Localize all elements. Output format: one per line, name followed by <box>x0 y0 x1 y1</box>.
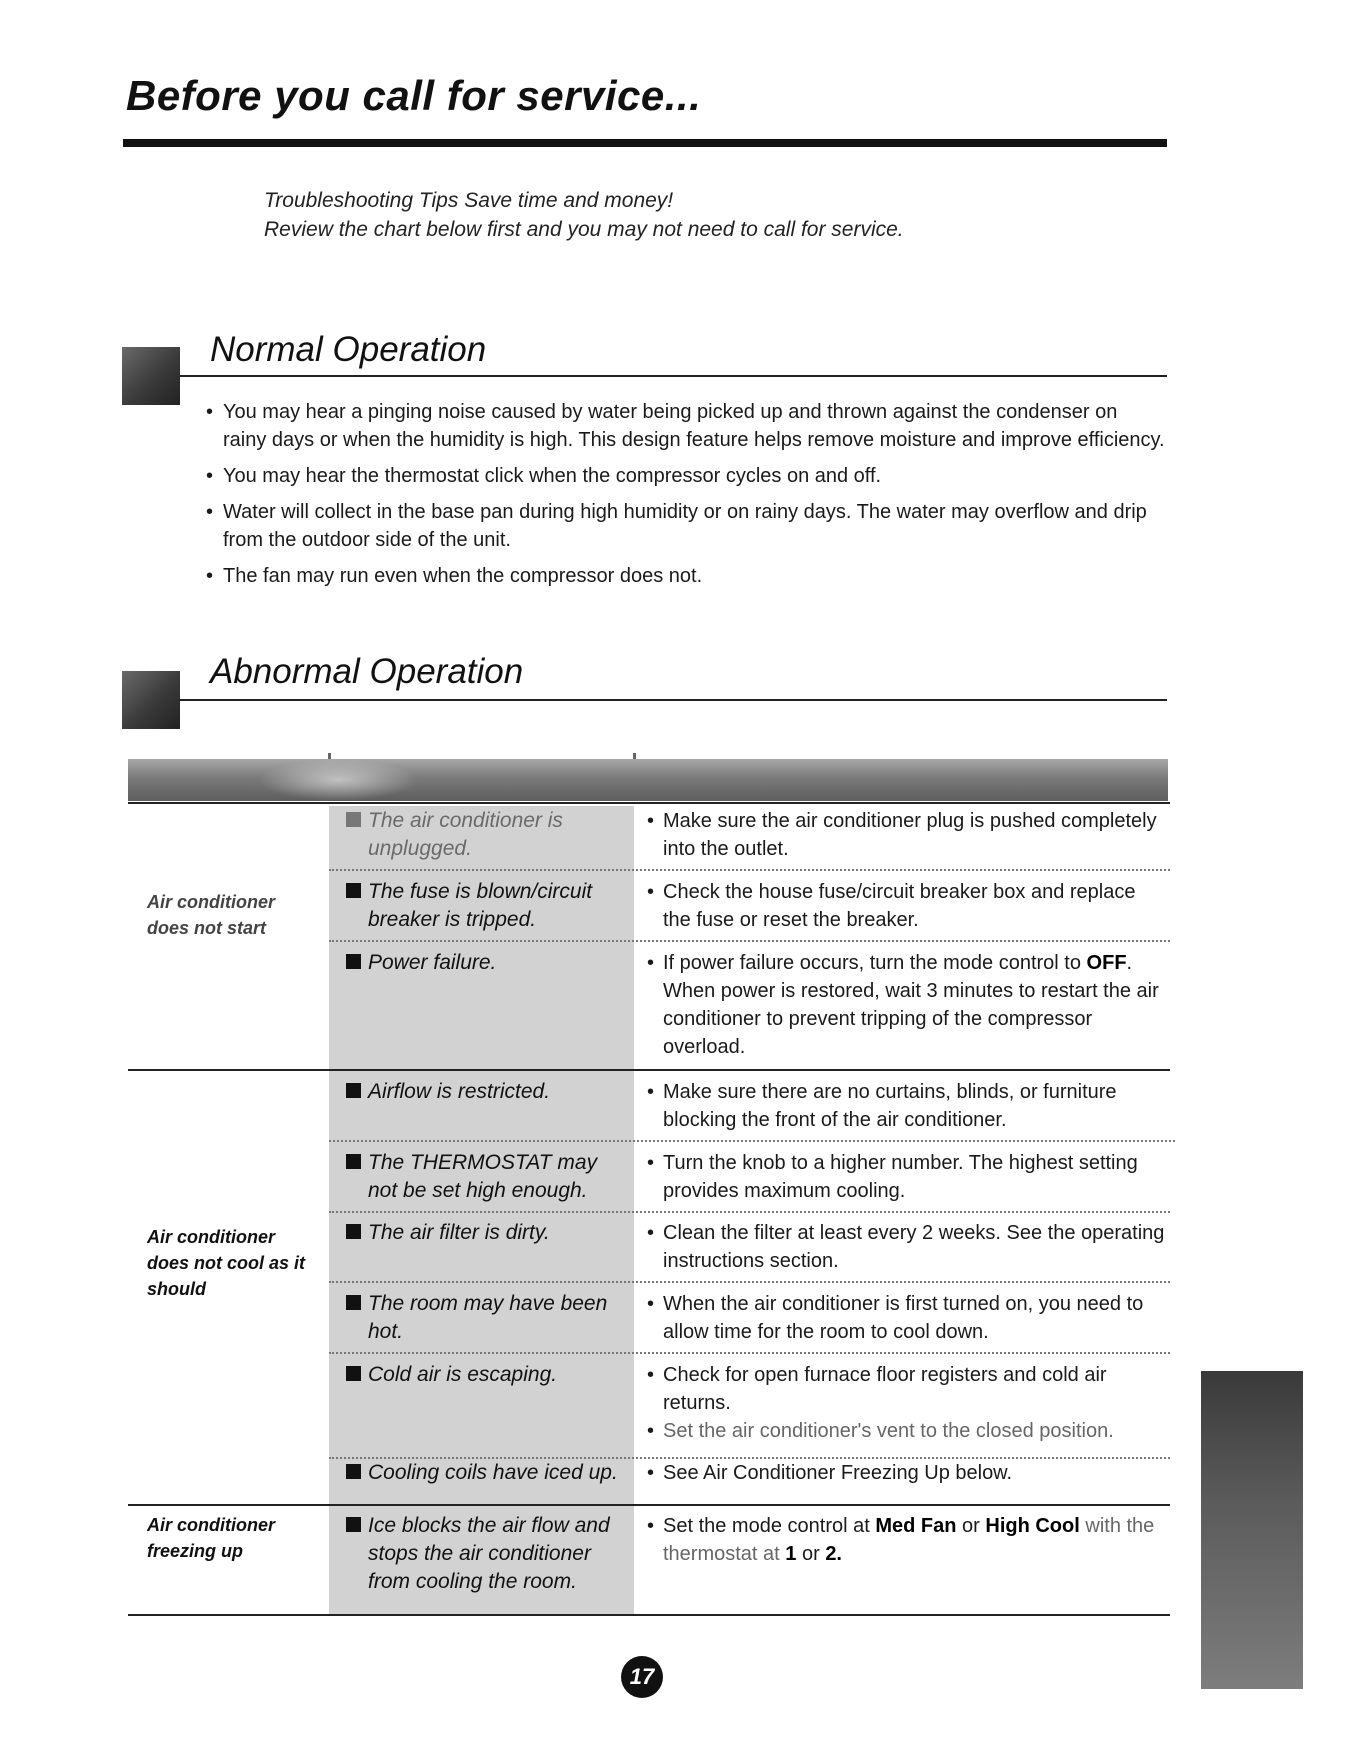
remedy-cell: • If power failure occurs, turn the mode control to OFF. When power is restored, wait 3 minutes to restart the air conditioner to prevent tripping of the compressor overload. <box>647 952 1159 1058</box>
cause-cell: Cold air is escaping. <box>346 1361 631 1389</box>
remedy-cell: • Clean the filter at least every 2 weeks. See the operating instructions section. <box>647 1222 1165 1272</box>
remedy-cell: • Make sure the air conditioner plug is pushed completely into the outlet. <box>647 810 1157 860</box>
remedy-cell: • Check the house fuse/circuit breaker box and replace the fuse or reset the breaker. <box>647 881 1136 931</box>
title-rule <box>123 139 1167 147</box>
list-item: • Water will collect in the base pan during high humidity or on rainy days. The water may overflow and drip from the outdoor side of the unit. <box>206 498 1166 554</box>
cause-cell: Cooling coils have iced up. <box>346 1459 631 1487</box>
section-rule <box>180 375 1167 377</box>
remedy-cell: • See Air Conditioner Freezing Up below. <box>647 1462 1013 1484</box>
intro-text <box>264 186 904 244</box>
row-divider <box>329 1281 1170 1283</box>
table-rule <box>128 1504 1170 1506</box>
cause-cell: The air conditioner is unplugged. <box>346 807 631 863</box>
list-item: • You may hear the thermostat click when the compressor cycles on and off. <box>206 462 1166 490</box>
row-divider <box>329 1352 1170 1354</box>
normal-operation-list <box>206 398 1166 598</box>
table-header-bar <box>128 759 1168 801</box>
page-number-badge: 17 <box>621 1656 663 1698</box>
intro-line: Review the chart below first and you may not need to call for service. <box>264 218 904 241</box>
remedy-cell: • Check for open furnace floor registers and cold air returns. • Set the air conditioner's vent to the closed position. <box>647 1364 1114 1442</box>
cause-cell: Power failure. <box>346 949 631 977</box>
table-rule <box>128 802 1170 804</box>
row-divider <box>329 1211 1170 1213</box>
symptom-freezing-up: Air conditioner freezing up <box>147 1515 276 1561</box>
section-marker <box>122 671 180 729</box>
cause-cell: Ice blocks the air flow and stops the air conditioner from cooling the room. <box>346 1512 631 1596</box>
remedy-cell: • Make sure there are no curtains, blinds, or furniture blocking the front of the air conditioner. <box>647 1081 1117 1131</box>
abnormal-operation-heading: Abnormal Operation <box>210 652 524 691</box>
row-divider <box>329 1140 1175 1142</box>
row-divider <box>329 940 1170 942</box>
table-rule <box>128 1069 1170 1071</box>
cause-cell: Airflow is restricted. <box>346 1078 631 1106</box>
normal-operation-heading: Normal Operation <box>210 330 487 369</box>
remedy-cell: • When the air conditioner is first turned on, you need to allow time for the room to cool down. <box>647 1293 1144 1343</box>
chapter-side-tab <box>1201 1371 1303 1689</box>
section-rule <box>180 699 1167 701</box>
cause-cell: The fuse is blown/circuit breaker is tripped. <box>346 878 631 934</box>
row-divider <box>329 869 1170 871</box>
section-marker <box>122 347 180 405</box>
intro-line: Troubleshooting Tips Save time and money! <box>264 189 674 212</box>
symptom-does-not-cool: Air conditioner does not cool as it should <box>147 1227 306 1299</box>
cause-cell: The air filter is dirty. <box>346 1219 631 1247</box>
cause-cell: The room may have been hot. <box>346 1290 631 1346</box>
list-item: • You may hear a pinging noise caused by water being picked up and thrown against the condenser on rainy days or when the humidity is high. This design feature helps remove moisture and improve efficiency. <box>206 398 1166 454</box>
list-item: • The fan may run even when the compressor does not. <box>206 562 1166 590</box>
page-title: Before you call for service... <box>126 72 702 119</box>
remedy-cell: • Turn the knob to a higher number. The highest setting provides maximum cooling. <box>647 1152 1138 1202</box>
remedy-cell: • Set the mode control at Med Fan or High Cool with the thermostat at 1 or 2. <box>647 1515 1155 1565</box>
cause-cell: The THERMOSTAT may not be set high enough. <box>346 1149 631 1205</box>
table-rule <box>128 1614 1170 1616</box>
symptom-does-not-start: Air conditioner does not start <box>147 892 276 938</box>
